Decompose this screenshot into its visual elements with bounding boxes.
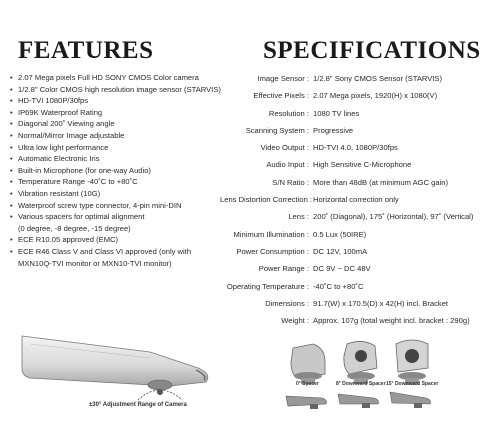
spec-row	[220, 105, 498, 122]
spec-label: S/N Ratio :	[272, 177, 309, 187]
feature-item: • Temperature Range -40˚C to +80˚C	[8, 176, 238, 188]
spec-value: DC 9V ~ DC 48V	[313, 264, 371, 274]
spec-value: More than 48dB (at minimum AGC gain)	[313, 177, 449, 187]
spec-value: Progressive	[313, 125, 354, 135]
spec-value: DC 12V, 100mA	[313, 246, 368, 256]
feature-item: • Normal/Mirror Image adjustable	[8, 130, 238, 142]
spec-value: 91.7(W) x 170.5(D) x 42(H) incl. Bracket	[313, 298, 449, 308]
spec-label: Effective Pixels :	[253, 91, 309, 101]
spacer-label: 0° Spacer	[296, 381, 319, 387]
feature-item: • Built-in Microphone (for one-way Audio)	[8, 165, 238, 177]
spec-value: High Sensitive C-Microphone	[313, 160, 412, 170]
specifications-heading: SPECIFICATIONS	[263, 37, 481, 64]
spacer-15-side-view	[386, 386, 436, 412]
feature-item: • Vibration resistant (10G)	[8, 188, 238, 200]
spec-row	[220, 191, 498, 208]
spec-label: Dimensions :	[265, 298, 309, 308]
feature-item: • 1/2.8" Color CMOS high resolution image sensor (STARVIS)	[8, 84, 238, 96]
spec-row	[220, 243, 498, 260]
specifications-table	[220, 70, 498, 329]
spec-row	[220, 139, 498, 156]
spec-row	[220, 70, 498, 87]
spec-label: Lens :	[288, 212, 309, 222]
spec-label: Lens Distortion Correction :	[220, 195, 313, 205]
feature-item: • ECE R46 Class V and Class VI approved (only with	[8, 246, 238, 258]
spec-label: Video Output :	[260, 143, 309, 153]
spec-row	[220, 208, 498, 225]
spacer-0-side-view	[282, 390, 332, 412]
spec-value: 200˚ (Diagonal), 175˚ (Horizontal), 97˚ (Vertical)	[313, 212, 474, 222]
feature-item-continued: (0 degree, -8 degree, -15 degree)	[18, 223, 131, 233]
feature-item: • Diagonal 200˚ Viewing angle	[8, 118, 238, 130]
spec-row	[220, 260, 498, 277]
spec-label: Minimum Illumination :	[233, 229, 309, 239]
spec-label: Power Consumption :	[236, 246, 309, 256]
spec-value: -40˚C to +80˚C	[313, 281, 364, 291]
spec-value: Approx. 107g (total weight incl. bracket : 290g)	[313, 316, 470, 326]
feature-item: • 2.07 Mega pixels Full HD SONY CMOS Color camera	[8, 72, 238, 84]
spec-value: 2.07 Mega pixels, 1920(H) x 1080(V)	[313, 91, 438, 101]
feature-item: • Ultra low light performance	[8, 142, 238, 154]
features-heading: FEATURES	[18, 37, 154, 64]
spec-value: 1/2.8" Sony CMOS Sensor (STARVIS)	[313, 74, 443, 83]
spec-row	[220, 226, 498, 243]
spec-row	[220, 122, 498, 139]
feature-item-continued: MXN10Q-TVI monitor or MXN10-TVI monitor)	[18, 258, 172, 268]
spec-value: HD-TVI 4.0, 1080P/30fps	[313, 143, 398, 153]
spec-label: Audio Input :	[266, 160, 309, 170]
spec-label: Power Range :	[258, 264, 309, 274]
spec-row	[220, 278, 498, 295]
adjustment-range-caption: ±30° Adjustment Range of Camera	[89, 402, 187, 408]
camera-side-view-illustration	[20, 330, 220, 405]
spec-row	[220, 156, 498, 173]
spec-value: 1080 TV lines	[313, 108, 360, 118]
feature-item: • IP69K Waterproof Rating	[8, 107, 238, 119]
spec-row	[220, 87, 498, 104]
spec-label: Resolution :	[268, 108, 309, 118]
feature-item: • Automatic Electronic Iris	[8, 153, 238, 165]
spec-label: Operating Temperature :	[226, 281, 309, 291]
spacer-8-side-view	[334, 388, 384, 412]
spec-row	[220, 174, 498, 191]
feature-item: • HD-TVI 1080P/30fps	[8, 95, 238, 107]
spec-value: Horizontal correction only	[313, 195, 399, 205]
feature-item: • Waterproof screw type connector, 4-pin mini-DIN	[8, 200, 238, 212]
spec-row	[220, 312, 498, 329]
spec-label: Scanning System :	[245, 125, 309, 135]
feature-item: • Various spacers for optimal alignment	[8, 211, 238, 223]
spec-value: 0.5 Lux (50IRE)	[313, 229, 367, 239]
spacer-label: 8° Downward Spacer	[336, 381, 386, 387]
spacer-label: 15° Downward Spacer	[386, 381, 439, 387]
spec-label: Weight :	[281, 316, 309, 326]
spec-label: Image Sensor :	[257, 74, 309, 83]
feature-item: • ECE R10.05 approved (EMC)	[8, 234, 238, 246]
spec-row	[220, 295, 498, 312]
features-list	[8, 72, 238, 269]
